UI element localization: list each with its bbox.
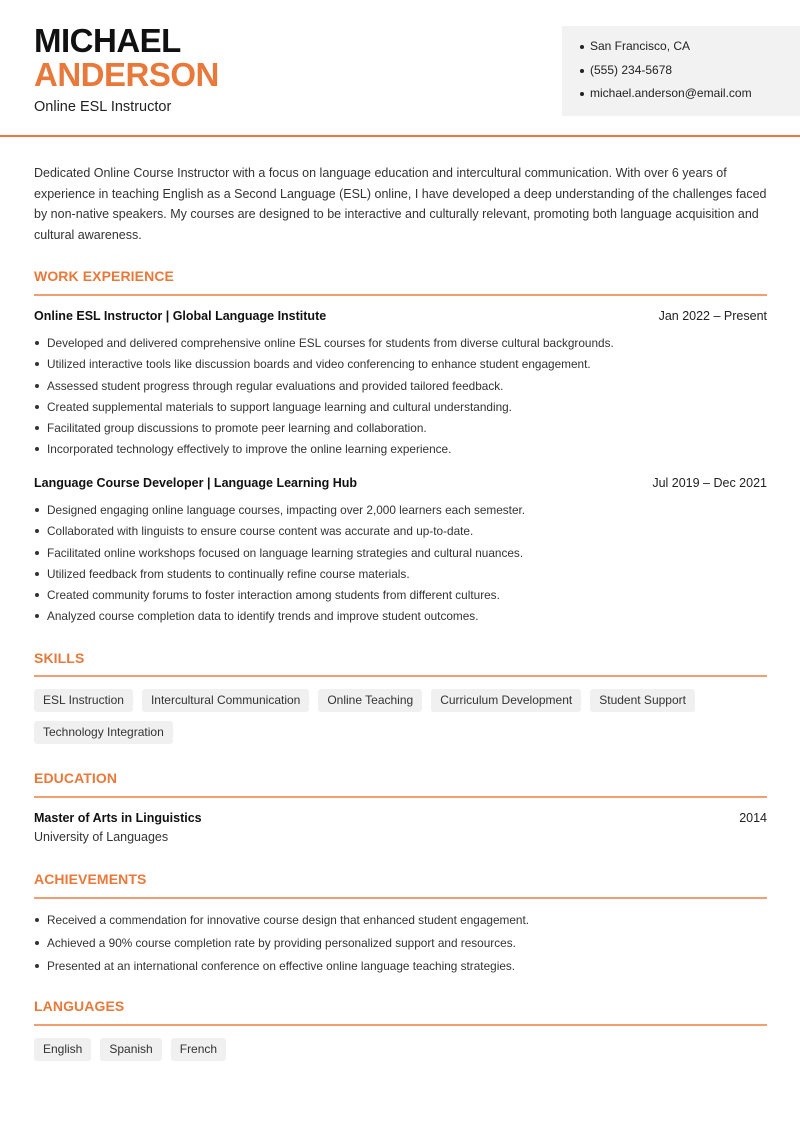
job-entry-header: [34, 309, 767, 327]
section-divider: [34, 796, 767, 798]
last-name: ANDERSON: [34, 56, 219, 93]
list-item: Collaborated with linguists to ensure course content was accurate and up-to-date.: [34, 523, 767, 544]
list-item: Incorporated technology effectively to improve the online learning experience.: [34, 441, 767, 462]
education-degree: Master of Arts in Linguistics: [34, 811, 202, 825]
skill-chip: Curriculum Development: [431, 689, 581, 712]
profile-summary: Dedicated Online Course Instructor with a focus on language education and intercultural communication. With over 6 years of experience in teaching English as a Second Language (ESL) online, I have developed a deep understanding of the challenges faced by non-native speakers. My courses are designed to be interactive and culturally relevant, promoting both language acquisition and cultural awareness.: [34, 166, 767, 243]
job-dates: Jul 2019 – Dec 2021: [652, 476, 767, 490]
skill-chip: Online Teaching: [318, 689, 422, 712]
section-title-education: EDUCATION: [34, 770, 118, 786]
list-item: Utilized interactive tools like discussion boards and video conferencing to enhance student engagement.: [34, 356, 767, 377]
languages-list: [34, 1038, 767, 1061]
skill-chip: Intercultural Communication: [142, 689, 309, 712]
language-chip: English: [34, 1038, 91, 1061]
skills-list: [34, 689, 767, 744]
list-item: Assessed student progress through regular evaluations and provided tailored feedback.: [34, 378, 767, 399]
list-item: Created community forums to foster interaction among students from different cultures.: [34, 587, 767, 608]
list-item: Created supplemental materials to support language learning and cultural understanding.: [34, 399, 767, 420]
job-title: Online ESL Instructor: [34, 99, 172, 115]
resume-header: [0, 0, 800, 137]
section-title-skills: SKILLS: [34, 650, 85, 666]
contact-box: [562, 26, 800, 116]
section-title-work: WORK EXPERIENCE: [34, 268, 174, 284]
section-divider: [34, 897, 767, 899]
language-chip: Spanish: [100, 1038, 161, 1061]
section-divider: [34, 675, 767, 677]
achievements-list: [34, 912, 767, 981]
list-item: Facilitated group discussions to promote peer learning and collaboration.: [34, 420, 767, 441]
list-item: Utilized feedback from students to continually refine course materials.: [34, 566, 767, 587]
skill-chip: Technology Integration: [34, 721, 173, 744]
section-title-achievements: ACHIEVEMENTS: [34, 871, 147, 887]
job-bullets: [34, 335, 767, 463]
job-entry-header: [34, 476, 767, 494]
list-item: Received a commendation for innovative course design that enhanced student engagement.: [34, 912, 767, 935]
list-item: Analyzed course completion data to identify trends and improve student outcomes.: [34, 608, 767, 629]
contact-phone: (555) 234-5678: [579, 62, 800, 86]
section-title-languages: LANGUAGES: [34, 998, 125, 1014]
job-role: Language Course Developer | Language Learning Hub: [34, 476, 357, 490]
list-item: Presented at an international conference on effective online language teaching strategies.: [34, 958, 767, 981]
list-item: Designed engaging online language courses, impacting over 2,000 learners each semester.: [34, 502, 767, 523]
job-dates: Jan 2022 – Present: [658, 309, 767, 323]
contact-location: San Francisco, CA: [579, 38, 800, 62]
list-item: Achieved a 90% course completion rate by providing personalized support and resources.: [34, 935, 767, 958]
education-year: 2014: [739, 811, 767, 825]
skill-chip: Student Support: [590, 689, 695, 712]
job-bullets: [34, 502, 767, 630]
section-divider: [34, 294, 767, 296]
skill-chip: ESL Instruction: [34, 689, 133, 712]
contact-list: [579, 38, 800, 109]
first-name: MICHAEL: [34, 22, 181, 59]
language-chip: French: [171, 1038, 226, 1061]
list-item: Facilitated online workshops focused on language learning strategies and cultural nuances.: [34, 545, 767, 566]
section-divider: [34, 1024, 767, 1026]
contact-email[interactable]: michael.anderson@email.com: [579, 85, 800, 109]
list-item: Developed and delivered comprehensive online ESL courses for students from diverse cultural backgrounds.: [34, 335, 767, 356]
job-role: Online ESL Instructor | Global Language Institute: [34, 309, 327, 323]
education-school: University of Languages: [34, 830, 169, 844]
